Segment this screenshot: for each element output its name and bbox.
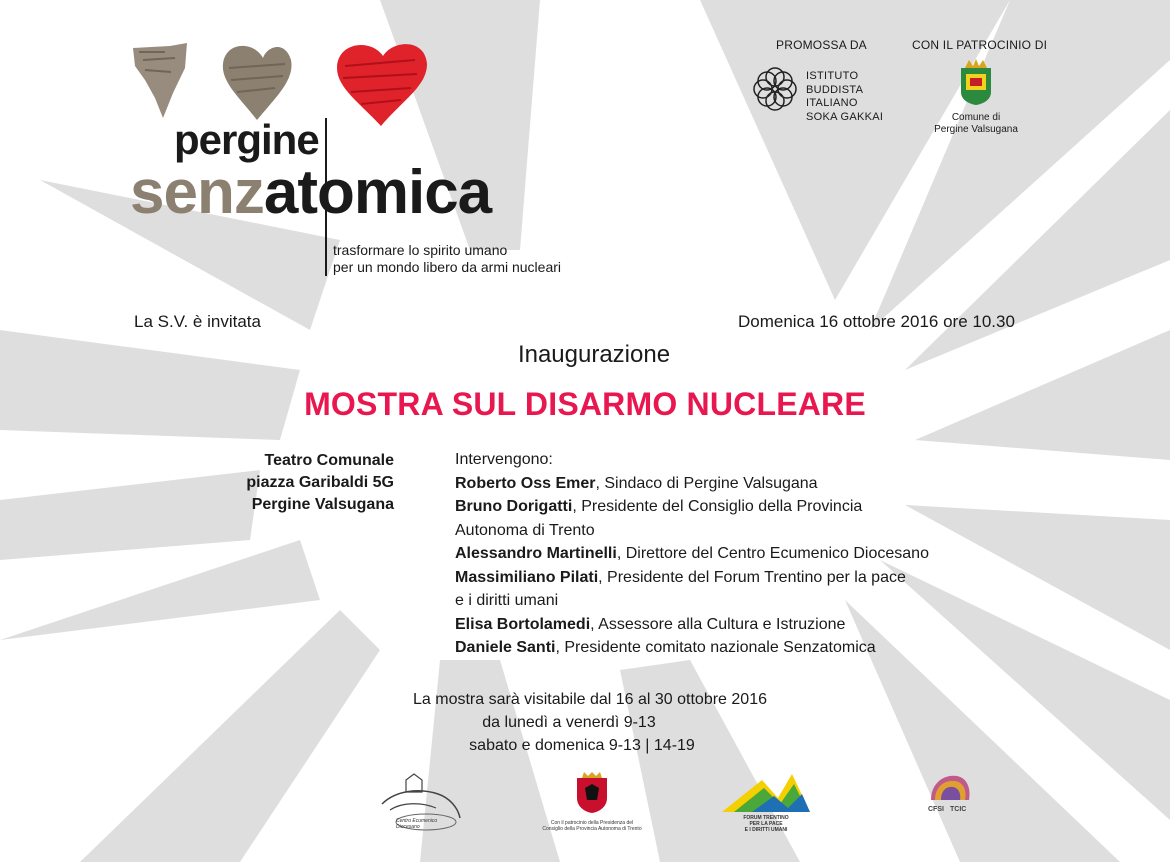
provincia-caption xyxy=(520,820,664,832)
forum-trentino-caption xyxy=(726,815,806,833)
exhibition-headline: MOSTRA SUL DISARMO NUCLEARE xyxy=(304,386,866,422)
promoter-label: PROMOSSA DA xyxy=(776,38,867,52)
speaker-role: e i diritti umani xyxy=(455,592,559,609)
speakers-list xyxy=(455,448,929,660)
speaker-role: , Sindaco di Pergine Valsugana xyxy=(595,474,818,492)
speaker-role: , Direttore del Centro Ecumenico Diocesano xyxy=(616,545,929,562)
promoter-org-line: BUDDISTA xyxy=(806,83,864,96)
speaker-line xyxy=(455,472,929,496)
promoter-org xyxy=(806,70,883,124)
logo-tagline xyxy=(333,242,561,276)
provincia-caption-line: Consiglio della Provincia Autonoma di Trento xyxy=(542,826,642,832)
logo-senz: senz xyxy=(130,158,264,227)
tagline-line-1: trasformare lo spirito umano xyxy=(333,242,508,258)
logo-word-pergine: pergine xyxy=(174,116,319,163)
promoter-org-line: ITALIANO xyxy=(806,97,858,109)
speaker-name: Massimiliano Pilati xyxy=(455,568,599,586)
speaker-name: Elisa Bortolamedi xyxy=(455,615,591,633)
speaker-line xyxy=(455,636,929,660)
venue-line: Pergine Valsugana xyxy=(251,496,394,513)
venue-block xyxy=(170,450,394,516)
patronage-org-line: Comune di xyxy=(951,112,1001,123)
speaker-line xyxy=(455,613,929,637)
speaker-line xyxy=(455,589,929,613)
cfsi-label: CFSI xyxy=(928,806,944,813)
speaker-line xyxy=(455,519,929,543)
speaker-role: , Assessore alla Cultura e Istruzione xyxy=(590,615,846,633)
logo-atomica: atomica xyxy=(263,158,492,227)
venue-line: Teatro Comunale xyxy=(264,452,394,469)
speaker-role: , Presidente del Forum Trentino per la pace xyxy=(598,568,906,586)
promoter-org-line: SOKA GAKKAI xyxy=(806,110,884,123)
venue-line: piazza Garibaldi 5G xyxy=(246,474,394,491)
hours-line-3: sabato e domenica 9-13 | 14-19 xyxy=(469,737,695,754)
speaker-name: Bruno Dorigatti xyxy=(455,498,573,515)
forum-trentino-logo-icon xyxy=(722,772,810,816)
invite-text: La S.V. è invitata xyxy=(134,312,261,331)
speaker-name: Daniele Santi xyxy=(455,639,556,656)
centro-ecumenico-caption: Centro Ecumenico Diocesano xyxy=(396,818,438,830)
forum-caption-line: E I DIRITTI UMANI xyxy=(744,827,788,833)
speaker-name: Roberto Oss Emer xyxy=(455,474,596,492)
provincia-caption-line: Con il patrocinio della Presidenza del xyxy=(550,820,634,826)
event-title: Inaugurazione xyxy=(517,341,671,368)
provincia-trento-crest-icon xyxy=(574,772,610,814)
cfsi-tcic-logo-icon xyxy=(927,772,971,802)
exhibition-hours xyxy=(380,688,800,757)
broken-heart-icon xyxy=(133,43,187,118)
soka-gakkai-emblem-icon xyxy=(752,66,798,112)
patronage-org xyxy=(920,112,1032,136)
speaker-line xyxy=(455,542,929,566)
tcic-label: TCIC xyxy=(950,806,967,813)
brown-heart-icon xyxy=(223,46,292,120)
patronage-org-line: Pergine Valsugana xyxy=(934,124,1018,135)
pergine-coat-of-arms-icon xyxy=(957,58,995,106)
speaker-name: Alessandro Martinelli xyxy=(455,545,617,562)
speakers-heading: Intervengono: xyxy=(455,451,553,468)
forum-caption-line: PER LA PACE xyxy=(749,821,783,827)
event-date: Domenica 16 ottobre 2016 ore 10.30 xyxy=(738,312,1015,331)
forum-caption-line: FORUM TRENTINO xyxy=(743,815,789,821)
patronage-label: CON IL PATROCINIO DI xyxy=(912,38,1048,52)
tagline-line-2: per un mondo libero da armi nucleari xyxy=(333,259,562,275)
speaker-role: Autonoma di Trento xyxy=(455,521,595,539)
hours-line-1: La mostra sarà visitabile dal 16 al 30 ottobre 2016 xyxy=(413,691,767,708)
speaker-line xyxy=(455,566,929,590)
red-heart-icon xyxy=(337,44,427,126)
logo-word-senzatomica xyxy=(130,160,491,226)
hours-line-2: da lunedì a venerdì 9-13 xyxy=(482,714,656,731)
speaker-line xyxy=(455,495,929,519)
speaker-role: , Presidente del Consiglio della Provincia xyxy=(572,498,863,515)
promoter-org-line: ISTITUTO xyxy=(806,70,859,82)
speaker-role: , Presidente comitato nazionale Senzatomica xyxy=(555,639,876,656)
